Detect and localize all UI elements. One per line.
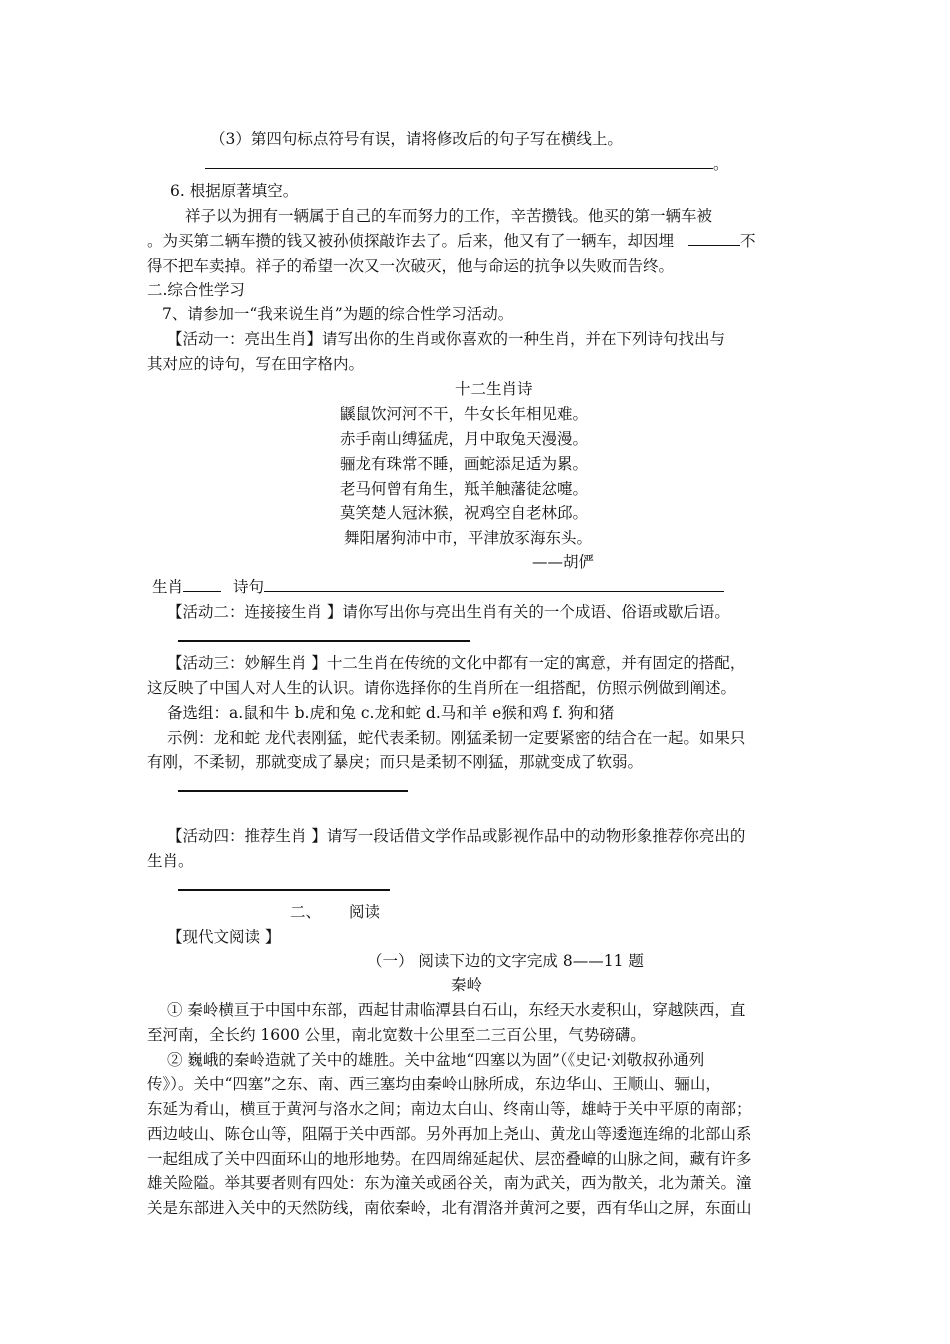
paragraph-2-line: 东延为肴山，横亘于黄河与洛水之间；南边太白山、终南山等，雄峙于关中平原的南部； (147, 1100, 752, 1118)
activity-2-prompt: 【活动二：连接接生肖 】请你写出你与亮出生肖有关的一个成语、俗语或歇后语。 (167, 603, 730, 621)
fill-row (152, 576, 724, 598)
activity-3-line-2: 这反映了中国人对人生的认识。请你选择你的生肖所在一组搭配，仿照示例做到阐述。 (147, 679, 737, 697)
reading-section-number: 二、 (290, 903, 322, 921)
q6-line-2-end: 不 (740, 232, 756, 250)
shengxiao-blank[interactable] (183, 576, 221, 592)
q6-line-2-text: 。为买第二辆车攒的钱又被孙侦探敲诈去了。后来，他又有了一辆车，却因埋 (147, 232, 675, 250)
passage-title: 秦岭 (451, 976, 483, 994)
paragraph-2-line: ② 巍峨的秦岭造就了关中的雄胜。关中盆地“四塞以为固”（《史记·刘敬叔孙通列 (167, 1051, 705, 1069)
part-1-label: （一） 阅读下边的文字完成 8——11 题 (367, 952, 644, 970)
activity-4-answer-line[interactable] (178, 889, 390, 891)
paragraph-2-line: 传》）。关中“四塞”之东、南、西三塞均由秦岭山脉所成，东边华山、王顺山、骊山， (147, 1075, 721, 1093)
poem-line: 鼷鼠饮河河不干，牛女长年相见难。 (340, 405, 589, 423)
activity-1-line-1: 【活动一：亮出生肖】请写出你的生肖或你喜欢的一种生肖，并在下列诗句找出与 (167, 330, 726, 348)
poem-title: 十二生肖诗 (455, 380, 533, 398)
shengxiao-label: 生肖 (152, 578, 184, 596)
paragraph-2-line: 关是东部进入关中的天然防线，南依秦岭，北有渭洛并黄河之要，西有华山之屏，东面山 (147, 1199, 752, 1217)
q5-3-answer-line[interactable] (205, 168, 713, 169)
reading-section-title: 阅读 (349, 903, 381, 921)
reading-section-heading (290, 901, 380, 923)
activity-3-example-2: 有刚，不柔韧，那就变成了暴戾；而只是柔韧不刚猛，那就变成了软弱。 (147, 753, 644, 771)
q5-3-prompt: （3）第四句标点符号有误，请将修改后的句子写在横线上。 (210, 130, 623, 148)
shiju-label: 诗句 (233, 578, 265, 596)
section-2-title: 二.综合性学习 (147, 281, 245, 299)
poem-line: 骊龙有珠常不睡，画蛇添足适为累。 (340, 455, 589, 473)
q6-line-1: 祥子以为拥有一辆属于自己的车而努力的工作，辛苦攒钱。他买的第一辆车被 (185, 207, 713, 225)
activity-3-options: 备选组：a.鼠和牛 b.虎和兔 c.龙和蛇 d.马和羊 e猴和鸡 f. 狗和猪 (167, 704, 615, 722)
poem-line: 舞阳屠狗沛中市，平津放豕海东头。 (344, 529, 593, 547)
activity-4-line-2: 生肖。 (147, 852, 194, 870)
activity-1-line-2: 其对应的诗句，写在田字格内。 (147, 355, 365, 373)
q7-title: 7、请参加一“我来说生肖”为题的综合性学习活动。 (162, 305, 514, 323)
activity-3-example-1: 示例：龙和蛇 龙代表刚猛，蛇代表柔韧。刚猛柔韧一定要紧密的结合在一起。如果只 (167, 729, 746, 747)
activity-2-answer-line[interactable] (178, 640, 470, 642)
paragraph-1-line: ① 秦岭横亘于中国中东部，西起甘肃临潭县白石山，东经天水麦积山，穿越陕西，直 (167, 1001, 746, 1019)
poem-line: 赤手南山缚猛虎，月中取兔天漫漫。 (340, 430, 589, 448)
q6-blank[interactable] (688, 230, 740, 246)
poem-line: 莫笑楚人冠沐猴，祝鸡空自老林邱。 (340, 504, 589, 522)
paragraph-1-line: 至河南，全长约 1600 公里，南北宽数十公里至二三百公里，气势磅礴。 (147, 1026, 646, 1044)
q6-title: 6. 根据原著填空。 (170, 182, 299, 200)
paragraph-2-line: 西边岐山、陈仓山等，阻隔于关中西部。另外再加上尧山、黄龙山等逶迤连绵的北部山系 (147, 1125, 752, 1143)
shiju-blank[interactable] (264, 576, 724, 592)
poem-line: 老马何曾有角生，羝羊触藩徒忿嚏。 (340, 480, 589, 498)
paragraph-2-line: 雄关险隘。举其要者则有四处：东为潼关或函谷关，南为武关，西为散关，北为萧关。潼 (147, 1174, 752, 1192)
activity-4-line-1: 【活动四：推荐生肖 】请写一段话借文学作品或影视作品中的动物形象推荐你亮出的 (167, 827, 746, 845)
paragraph-2-line: 一起组成了关中四面环山的地形地势。在四周绵延起伏、层峦叠嶂的山脉之间，藏有许多 (147, 1150, 752, 1168)
q6-line-2 (147, 230, 756, 252)
q5-3-period: 。 (713, 155, 729, 173)
activity-3-answer-line[interactable] (178, 790, 408, 792)
activity-3-line-1: 【活动三：妙解生肖 】十二生肖在传统的文化中都有一定的寓意，并有固定的搭配， (167, 654, 746, 672)
q6-line-3: 得不把车卖掉。祥子的希望一次又一次破灭，他与命运的抗争以失败而告终。 (147, 257, 675, 275)
poem-author: ——胡俨 (532, 553, 595, 571)
modern-reading-label: 【现代文阅读 】 (167, 928, 281, 946)
